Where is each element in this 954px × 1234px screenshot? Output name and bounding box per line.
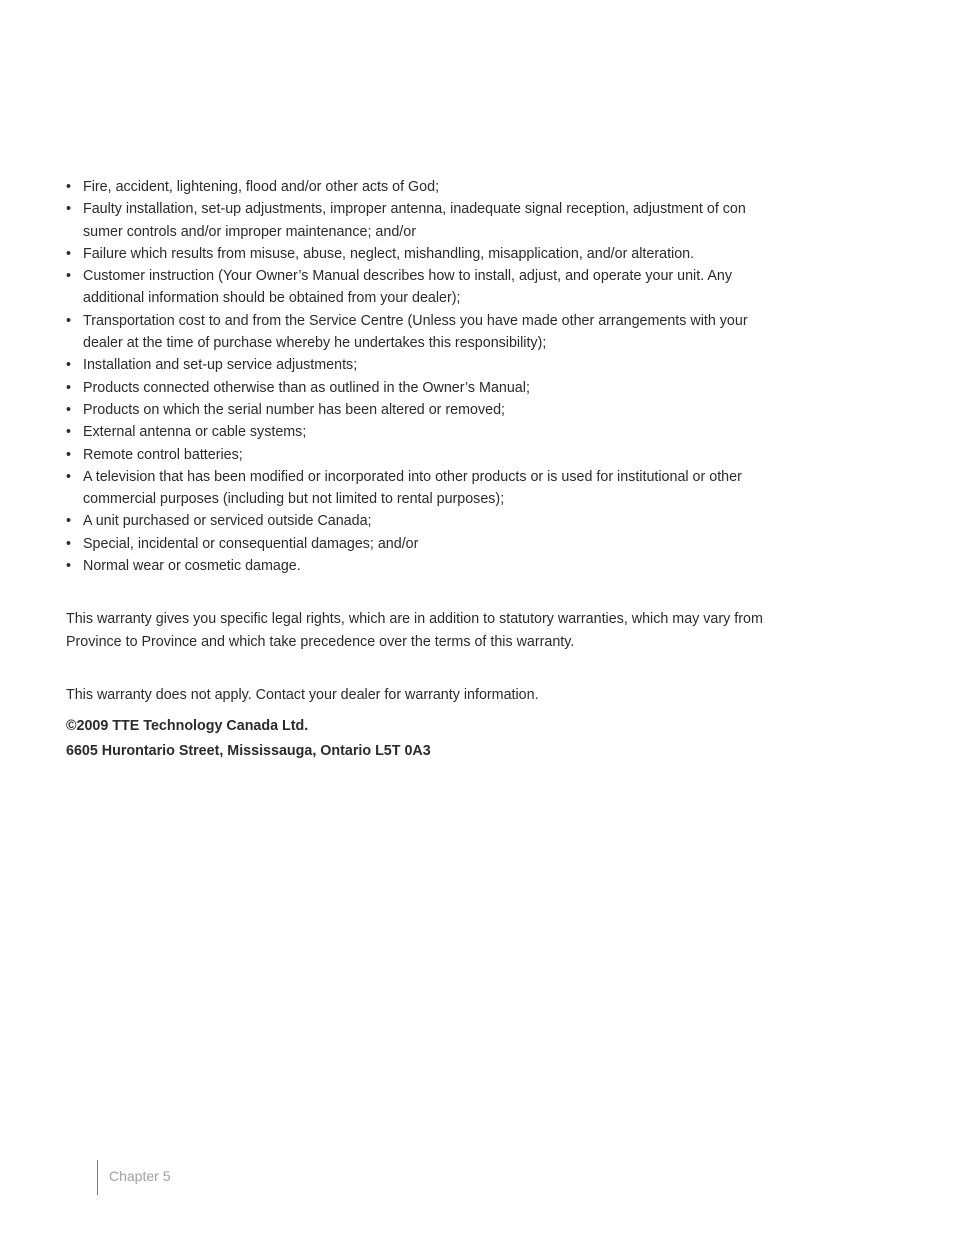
not-apply-paragraph: This warranty does not apply. Contact your dealer for warranty information. (66, 686, 539, 703)
legal-rights-paragraph: This warranty gives you specific legal rights, which are in addition to statutory warranties, which may vary from Province to Province and which take precedence over the terms of this warranty. (66, 611, 763, 650)
chapter-label: Chapter 5 (109, 1168, 171, 1184)
list-item: • Installation and set-up service adjustments; (66, 354, 786, 376)
list-item: • Products connected otherwise than as outlined in the Owner’s Manual; (66, 377, 786, 399)
exclusions-list-1 (66, 176, 786, 265)
list-item: • External antenna or cable systems; (66, 421, 786, 443)
address-line: 6605 Hurontario Street, Mississauga, Ontario L5T 0A3 (66, 742, 431, 759)
list-item: • A television that has been modified or incorporated into other products or is used for institutional or other commercial purposes (including but not limited to rental purposes); (66, 466, 786, 511)
list-item: • Customer instruction (Your Owner’s Manual describes how to install, adjust, and operate your unit. Any additional information should be obtained from your dealer); (66, 265, 786, 310)
list-item: • Remote control batteries; (66, 444, 786, 466)
list-item: • Transportation cost to and from the Service Centre (Unless you have made other arrangements with your dealer at the time of purchase whereby he undertakes this responsibility); (66, 310, 786, 355)
footer-divider (97, 1160, 98, 1195)
exclusions-list-2 (66, 265, 786, 577)
list-item: • Products on which the serial number has been altered or removed; (66, 399, 786, 421)
list-item: • Special, incidental or consequential damages; and/or (66, 533, 786, 555)
list-item: • Fire, accident, lightening, flood and/or other acts of God; (66, 176, 786, 198)
warranty-content (66, 176, 786, 762)
list-item: • Failure which results from misuse, abuse, neglect, mishandling, misapplication, and/or alteration. (66, 243, 786, 265)
list-item: • Normal wear or cosmetic damage. (66, 555, 786, 577)
list-item: • A unit purchased or serviced outside Canada; (66, 510, 786, 532)
list-item: • Faulty installation, set-up adjustments, improper antenna, inadequate signal reception, adjustment of con sumer controls and/or improper maintenance; and/or (66, 198, 786, 243)
copyright-line: ©2009 TTE Technology Canada Ltd. (66, 718, 309, 735)
